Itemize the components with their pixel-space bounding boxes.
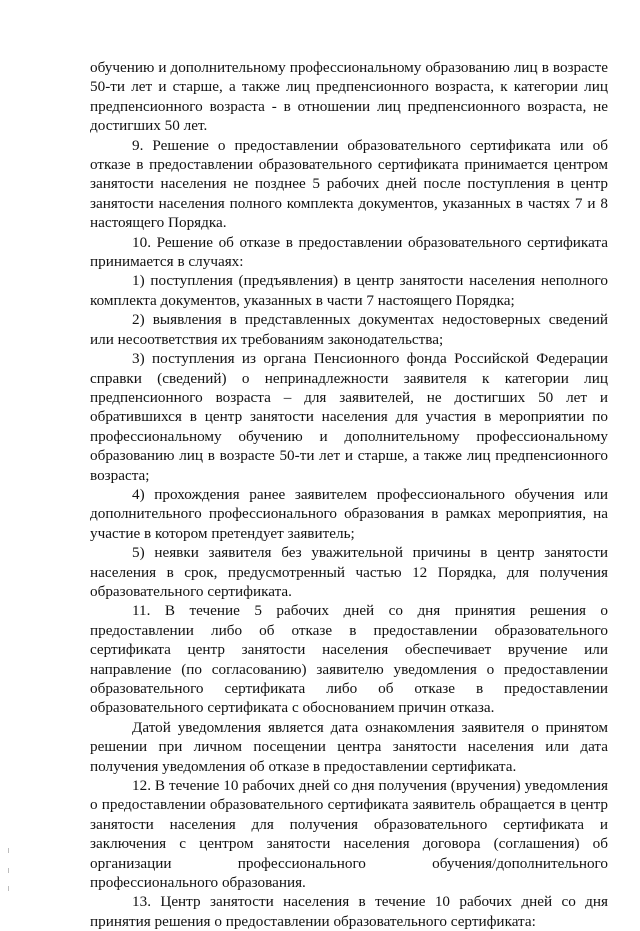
paragraph-subitem-5: 5) неявки заявителя без уважительной причины в центр занятости населения в срок, предусмотренный частью 12 Порядка, для получения образовательного сертификата. [90,544,608,600]
paragraph-subitem-2: 2) выявления в представленных документах недостоверных сведений или несоответствия их требованиям законодательства; [90,311,608,348]
scan-margin-mark [8,848,9,853]
paragraph-item-9: 9. Решение о предоставлении образовательного сертификата или об отказе в предоставлении образовательного сертификата принимается центром занятости населения не позднее 5 рабочих дней после поступления в центр занятости населения полного комплекта документов, указанных в частях 7 и 8 настоящего Порядка. [90,136,608,232]
paragraph-item-13: 13. Центр занятости населения в течение 10 рабочих дней со дня принятия решения о предоставлении образовательного сертификата: [90,893,608,930]
paragraph-subitem-3: 3) поступления из органа Пенсионного фонда Российской Федерации справки (сведений) о непринадлежности заявителя к категории лиц предпенсионного возраста – для заявителей, не достигших 50 лет и обратившихся в центр занятости населения для участия в мероприятии по профессиональному обучению и дополнительному профессиональному образованию лиц в возрасте 50-ти лет и старше, а также лиц предпенсионного возраста; [90,350,608,484]
paragraph-notice-date: Датой уведомления является дата ознакомления заявителя о принятом решении при личном посещении центра занятости населения или дата получения уведомления об отказе в предоставлении сертификата. [90,718,608,775]
paragraph-continuation: обучению и дополнительному профессиональному образованию лиц в возрасте 50-ти лет и старше, а также лиц предпенсионного возраста, к категории лиц предпенсионного возраста - в отношении лиц предпенсионного возраста, не достигших 50 лет. [90,59,608,135]
scan-margin-mark [8,886,9,891]
paragraph-item-12: 12. В течение 10 рабочих дней со дня получения (вручения) уведомления о предоставлении образовательного сертификата заявитель обращается в центр занятости населения для получения образовательного сертификата и заключения с центром занятости населения договора (соглашения) об организации профессионального обучения/дополнительного профессионального образования. [90,777,608,892]
paragraph-subitem-4: 4) прохождения ранее заявителем профессионального обучения или дополнительного профессионального образования в рамках мероприятия, на участие в котором претендует заявитель; [90,485,608,542]
paragraph-item-10: 10. Решение об отказе в предоставлении образовательного сертификата принимается в случаях: [90,233,608,271]
document-body [90,58,608,931]
scan-margin-mark [8,868,9,873]
paragraph-subitem-1: 1) поступления (предъявления) в центр занятости населения неполного комплекта документов, указанных в части 7 настоящего Порядка; [90,272,608,309]
paragraph-item-11: 11. В течение 5 рабочих дней со дня принятия решения о предоставлении либо об отказе в предоставлении образовательного сертификата центр занятости населения обеспечивает вручение или направление (по согласованию) заявителю уведомления о предоставлении образовательного сертификата либо об отказе в предоставлении образовательного сертификата с обоснованием причин отказа. [90,602,608,717]
